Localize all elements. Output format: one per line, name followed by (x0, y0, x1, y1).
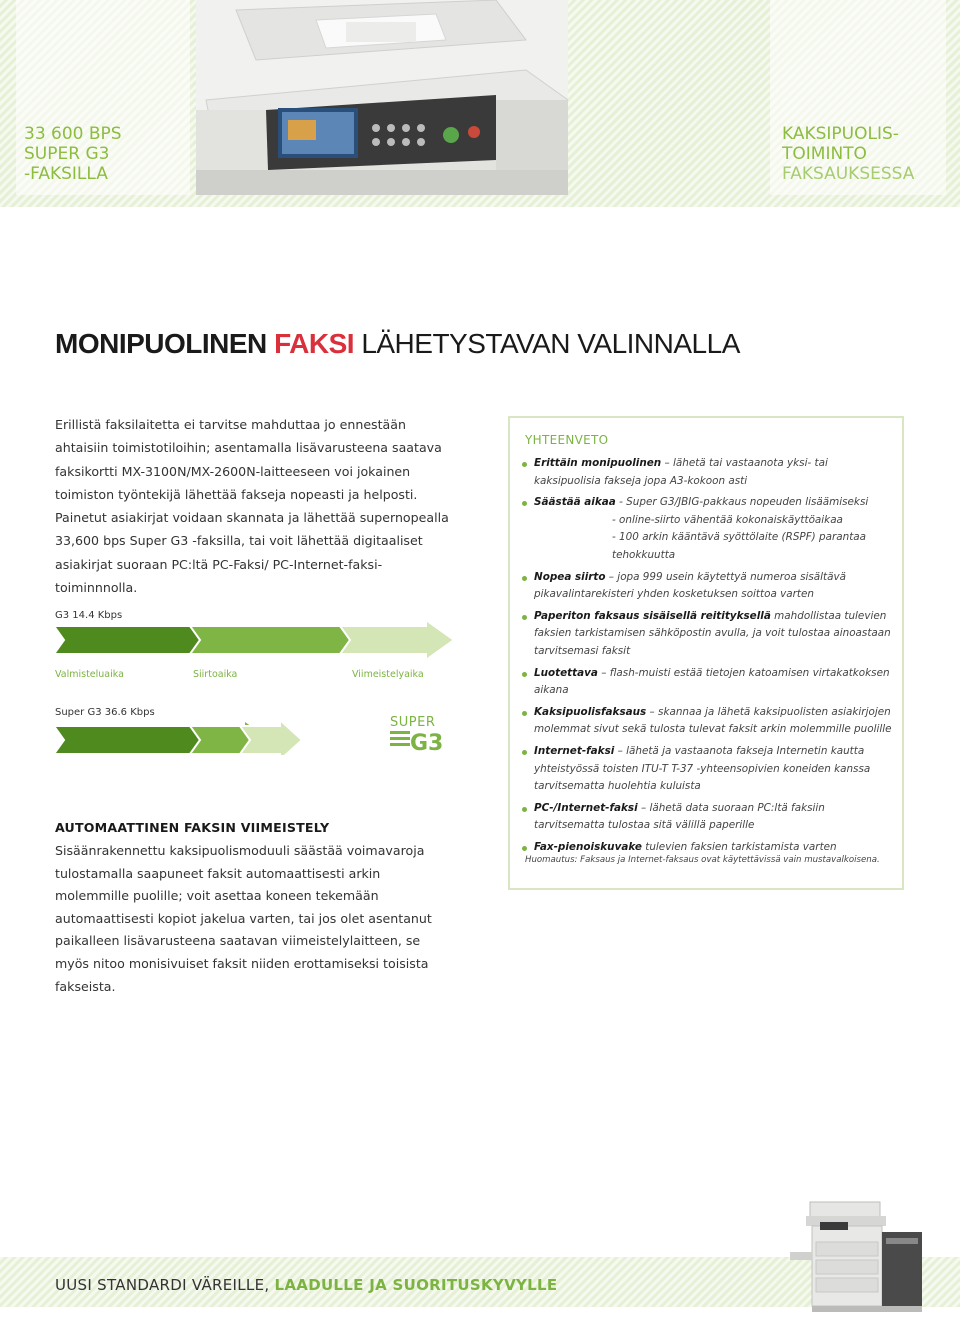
intro-paragraph: Erillistä faksilaitetta ei tarvitse mahduttaa jo ennestään ahtaisiin toimistotiloihin; asentamalla lisävarusteena saatava faksikortti MX-3100N/MX-2600N-laitteeseen voi jokainen toimiston työntekijä lähettää fakseja nopeasti ja helposti. Painetut asiakirjat voidaan skannata ja lähettää supernopealla 33,600 bps Super G3 -faksilla, tai voit lähettää digitaaliset asiakirjat suoraan PC:ltä PC-Faksi/ PC-Internet-faksi- toiminnnolla. (55, 417, 449, 596)
superg3-arrow-prep (54, 726, 202, 754)
summary-item (522, 704, 894, 739)
super-g3-logo (390, 713, 454, 753)
summary-item (522, 569, 894, 604)
summary-item (522, 665, 894, 700)
summary-item-bold: Internet-faksi (534, 744, 615, 757)
bottom-printer-image (790, 1192, 930, 1317)
footer-slogan-green: LAADULLE JA SUORITUSKYVYLLE (274, 1276, 558, 1294)
summary-list (522, 455, 894, 860)
g3-arrow-transmit (190, 626, 352, 654)
summary-item-bold: Nopea siirto (534, 570, 606, 583)
summary-item-text: tulevien faksien tarkistamista varten (641, 840, 837, 853)
bullet-icon (522, 501, 527, 506)
g3-speed-label: G3 14.4 Kbps (55, 610, 123, 621)
summary-item-text: – lähetä tai vastaanota yksi- tai kaksipuolisia faksejа jopa A3-kokoon asti (534, 457, 828, 487)
superg3-speed-label: Super G3 36.6 Kbps (55, 707, 155, 718)
summary-item (522, 839, 894, 857)
logo-super-text: SUPER (390, 715, 436, 730)
printer-photo (196, 0, 568, 195)
summary-sub-item: - online-siirto vähentää kokonaiskäyttöaikaa (612, 513, 843, 526)
header-left-line: -FAKSILLA (24, 164, 108, 184)
summary-item-text: – skannaa ja lähetä kaksipuolisten asiakirjojen molemmat sivut sekä tulosta tulevat faksit arkin molemmille puolille (534, 705, 892, 736)
g3-arrow-prep (54, 626, 202, 654)
page-title (55, 328, 740, 360)
auto-finishing-heading: AUTOMAATTINEN FAKSIN VIIMEISTELY (55, 820, 330, 835)
summary-sub-item: - 100 arkin kääntävä syöttölaite (RSPF) parantaa tehokkuutta (612, 531, 867, 561)
header-left-line: 33 600 BPS (24, 124, 122, 144)
logo-g3-text: G3 (410, 731, 444, 753)
summary-box (508, 416, 904, 890)
summary-item-bold: Erittäin monipuolinen (534, 457, 662, 469)
summary-item (522, 494, 894, 564)
summary-item-text: – flash-muisti estää tietojen katoamisen virtakatkoksen aikana (534, 666, 890, 697)
bullet-icon (522, 846, 527, 851)
summary-item-text: – jopa 999 usein käytettyä numeroa sisältävä pikavalintarekisteri yhden kosketuksen soittoa varten (534, 570, 846, 601)
summary-item (522, 455, 894, 490)
summary-item-text: – lähetä ja vastaanota fakseja Internetin kautta yhteistyössä toisten ITU-T T-37 -yhteensopivien koneiden kanssa tarvitsematta huolehtia kuluista (534, 744, 871, 793)
g3-arrow-finish (340, 620, 454, 660)
header-left-title (24, 124, 122, 184)
auto-finishing-paragraph: Sisäänrakennettu kaksipuolismoduuli säästää voimavaroja tulostamalla saapuneet faksit automaattisesti arkin molemmille puolille; voit asettaa koneen tekemään automaattisesti kopiot jakelua varten, tai jos olet asentanut paikalleen lisävarusteena saatavan viimeistelylaitteen, se myös nitoo monisivuiset faksit niiden erottamiseksi toisista fakseista. (55, 843, 432, 994)
header-right-title (782, 124, 914, 184)
summary-item-text: mahdollistaa tulevien faksien tarkistamisen sähköpostin avulla, ja voit tulostaa ainoastaan tarvitsemasi faksit (534, 609, 891, 657)
summary-item-bold: Luotettava (534, 666, 598, 679)
header-right-line: TOIMINTO (782, 144, 867, 164)
summary-item-bold: PC-/Internet-faksi (534, 801, 638, 814)
summary-item (522, 743, 894, 796)
summary-item (522, 800, 894, 835)
phase-label-finish: Viimeistelyaika (352, 669, 424, 680)
bullet-icon (522, 807, 527, 812)
header-right-line: KAKSIPUOLIS- (782, 124, 899, 144)
summary-note: Huomautus: Faksaus ja Internet-faksaus ovat käytettävissä vain mustavalkoisena. (525, 855, 880, 865)
summary-item-bold: Fax-pienoiskuvake (534, 840, 642, 853)
phase-label-prep: Valmisteluaika (55, 669, 124, 680)
bullet-icon (522, 615, 527, 620)
phase-label-transmit: Siirtoaika (193, 669, 238, 680)
header-left-line: SUPER G3 (24, 144, 110, 164)
summary-item-bold: Paperiton faksaus sisäisellä reitityksellä (534, 609, 771, 622)
title-part-faksi: FAKSI (274, 328, 355, 359)
bullet-icon (522, 576, 527, 581)
bullet-icon (522, 750, 527, 755)
summary-item (522, 608, 894, 661)
footer-slogan (55, 1276, 557, 1294)
bullet-icon (522, 672, 527, 677)
summary-item-text: – lähetä data suoraan PC:ltä faksiin tarvitsematta tulostaa sitä välillä paperille (534, 801, 825, 832)
superg3-arrow-finish (240, 720, 302, 755)
title-part-monipuolinen: MONIPUOLINEN (55, 328, 267, 359)
header-right-line: FAKSAUKSESSA (782, 164, 915, 184)
summary-item-text: - Super G3/JBIG-pakkaus nopeuden lisäämiseksi (615, 496, 869, 509)
title-part-rest: LÄHETYSTAVAN VALINNALLA (361, 328, 740, 359)
footer-slogan-plain: UUSI STANDARDI VÄREILLE, (55, 1276, 270, 1294)
summary-item-bold: Säästää aikaa (534, 496, 616, 509)
summary-item-bold: Kaksipuolisfaksaus (534, 705, 647, 718)
bullet-icon (522, 711, 527, 716)
summary-title: YHTEENVETO (525, 433, 609, 447)
bullet-icon (522, 462, 527, 467)
